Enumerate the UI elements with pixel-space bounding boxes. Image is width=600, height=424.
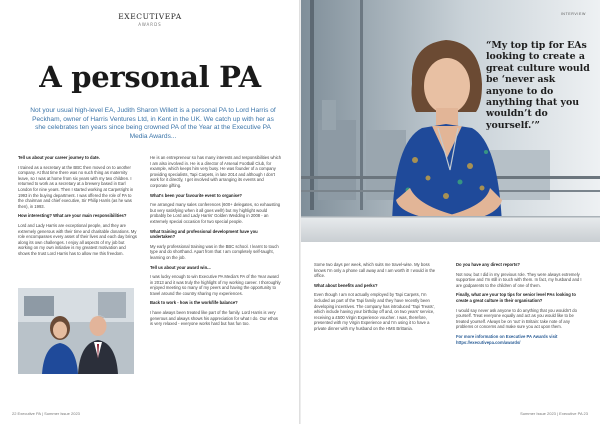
body-paragraph: I have always been treated like part of the family. Lord Harris is very generous and always shows his appreciation for what I do. Our ethos is very relaxed - everyone works hard but has fun too. (150, 310, 279, 327)
interview-question: What's been your favourite event to organise? (150, 192, 242, 198)
body-paragraph: Some two days per week, which suits me travel-wise. My boss knows I'm only a phone call away and I am worth it! I would in the office. (314, 262, 436, 279)
article-column-4 (456, 262, 586, 349)
section-tag: INTERVIEW (560, 12, 586, 16)
interview-question: How interesting? What are your main responsibilities? (18, 213, 127, 219)
article-column-1 (18, 155, 138, 261)
interview-question: Finally, what are your top tips for senior level PAs looking to create a great culture in their organisation? (456, 292, 576, 303)
body-paragraph: I've arranged many sales conferences (600+ delegates, so exhausting but very satisfying when it all goes well!) but my highlight would probably be Lord and Lady Harris' Golden Wedding in 2008 - an extremely special occasion for two special people. (150, 202, 281, 224)
brand-subtitle: AWARDS (138, 22, 162, 27)
interview-question: Do you have any direct reports? (456, 262, 520, 267)
awards-logo (0, 12, 300, 27)
awards-link: For more information on Executive PA Awards visit https://executivepa.com/awards/ (456, 333, 558, 345)
interview-question: Tell us about your career journey to date. (18, 155, 100, 160)
body-paragraph: I trained as a secretary at the BBC then moved on to another company. At that time there was no such thing as maternity leave, so I was at home from six years with my two children. I returned to work as a secretary at a brewery based in Earl London for nine years. Then I started working at Carpetright in 1993 in the buying department. I was offered the role of PA to the chairman and chief executive, Sir Philip Harris (as he was then), in 1993. (18, 164, 134, 209)
article-column-3 (314, 262, 442, 336)
brand-name: EXECUTIVEPA (118, 12, 182, 21)
spine-gutter (299, 0, 301, 424)
body-paragraph: Not now, but I did in my previous role. They were always extremely supportive and I'm still in touch with them. In fact, my husband and I are godparents to the children of one of them. (456, 271, 582, 288)
interview-question: What about benefits and perks? (314, 282, 378, 288)
interview-question: What training and professional development have you undertaken? (150, 228, 258, 240)
pull-quote: “My top tip for EAs looking to create a great culture would be ‘never ask anyone to do anything that you wouldn’t do yourself.’” (486, 40, 590, 131)
article-column-2 (150, 155, 282, 331)
body-paragraph: I would say never ask anyone to do anything that you wouldn't do yourself. Treat everyone equally and act as you would like to be treated yourself. Always be on 'out' in Britain: take note of any problems or concerns and make sure you act upon them. (456, 307, 577, 330)
body-paragraph: He is an entrepreneur so has many interests and responsibilities which I am also involved in. He is a director of Arsenal Football Club, for example, which keeps him very busy. He was founder of a company providing specialists, Tapi Carpets, in late 2014 and although I don't work for it directly, I get involved with arranging its events and corporate gifting. (150, 155, 282, 188)
page-title: A personal PA (39, 60, 261, 94)
body-paragraph: My early professional training was in the BBC school. I learnt to touch type and do shorthand. Apart from that I am completely self-taught, learning on the job. (150, 243, 279, 260)
page-folio-left: 22 Executive PA | Summer Issue 2023 (12, 411, 80, 416)
standfirst: Not your usual high-level EA, Judith Sharon Willett is a personal PA to Lord Harris of Peckham, owner of Harris Ventures Ltd, in Kent in the UK. We catch up with her as she celebrates ten years since being crowned PA of the Year at the Executive PA Media Awards... (30, 107, 276, 140)
body-paragraph: Lord and Lady Harris are exceptional people, and they are extremely generous with their time and charitable donations. My role encompasses every asset of their lives and each day brings along its own challenges. I enjoy all aspects of my job but working on my own initiative is my greatest motivation and shows the trust Lord Harris has to allow me this freedom. (18, 222, 137, 256)
award-photo-illustration (18, 288, 134, 374)
page-folio-right: Summer Issue 2023 | Executive PA 23 (520, 411, 588, 416)
body-paragraph: I was lucky enough to win Executive PA Media's PA of the Year award in 2013 and it was truly the highlight of my working career. I thoroughly enjoyed meeting so many of my peers and having the opportunity to travel around the country sharing my experiences. (150, 274, 281, 296)
interview-question: Tell us about your award win... (150, 264, 211, 270)
interview-question: Back to work - how is the work/life balance? (150, 300, 238, 306)
body-paragraph: Even though I am not actually employed by Tapi Carpets, I'm included as part of the Tapi family and they have recently been developing incentives. The company has introduced 'Tapi Treats', which include having your birthday off and, on two years' service, receiving a £500 Virgin Experience voucher. I was, therefore, presented with my Virgin Experience and I'm using it to have a private dinner with my husband on the HMS Brittania. (314, 292, 435, 331)
award-photo (18, 288, 134, 374)
right-page (300, 0, 600, 424)
